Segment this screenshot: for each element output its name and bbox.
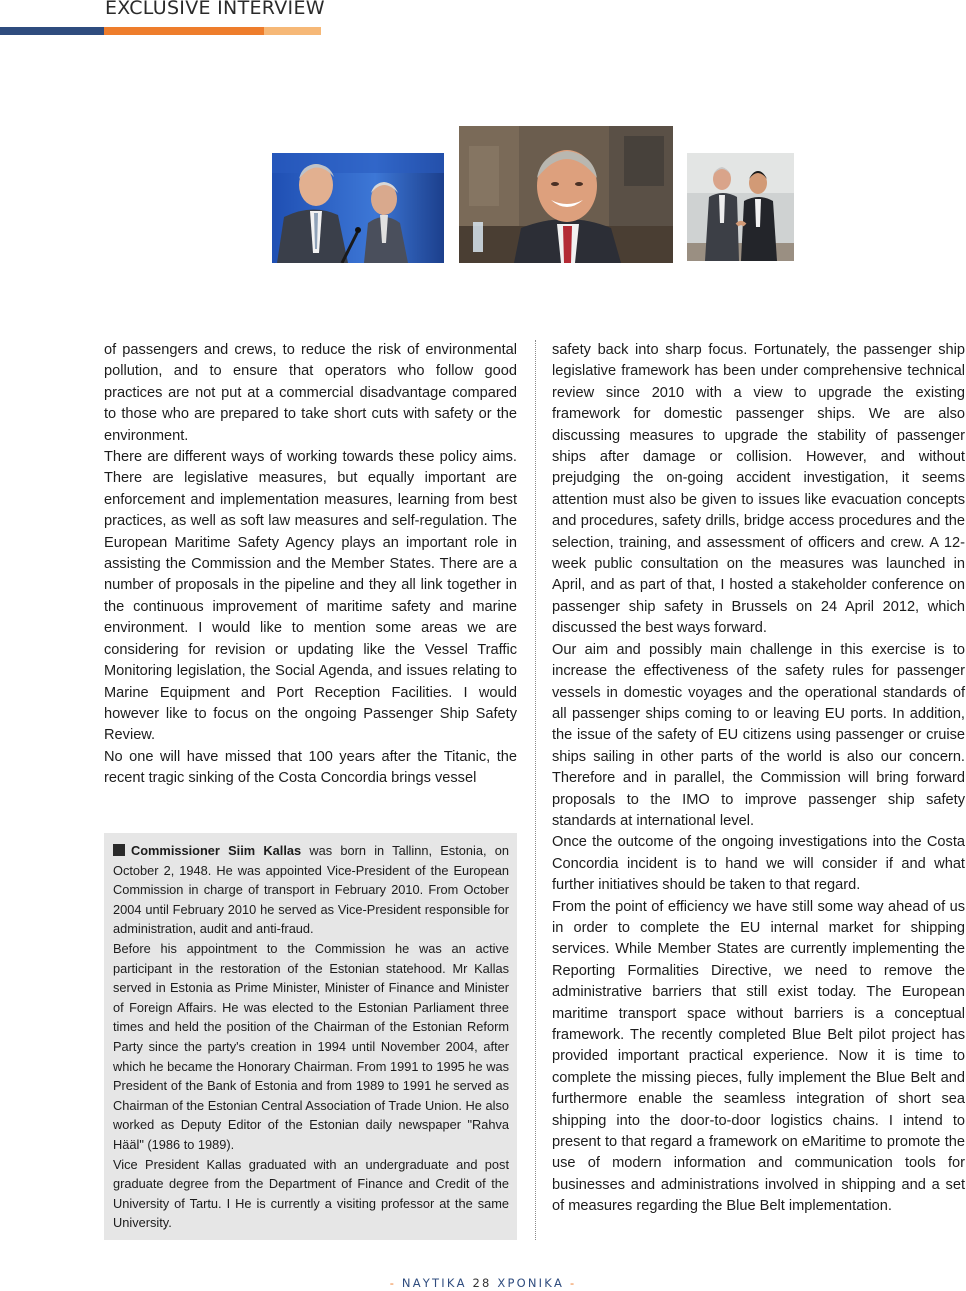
article-paragraph: From the point of efficiency we have still some way ahead of us in order to complete the EU internal market for shipping services. While Member States are currently implementing the Reporting Formalities Directive, we need to remove the administrative barriers that still exist today. The European maritime transport space without barriers is a conceptual framework. The recently completed Blue Belt pilot project has provided important practical experience. Now it is time to complete the missing pieces, fully implement the Blue Belt and furthermore enable the seamless integration of short sea shipping into the door-to-door logistics chains. I intend to present to that regard a framework on eMaritime to promote the use of modern information and communication tools for businesses and administrations involved in shipping and a set of measures regarding the Blue Belt implementation.	[552, 898, 965, 1215]
section-title: EXCLUSIVE INTERVIEW	[105, 0, 325, 19]
column-divider	[535, 340, 536, 1240]
header-bar-light-orange	[264, 27, 321, 35]
page-footer	[0, 1276, 966, 1290]
biography-box	[104, 833, 517, 1240]
footer-word-right: ΧΡΟΝΙΚΑ	[497, 1276, 565, 1290]
header-bar-blue	[0, 27, 104, 35]
bio-intro-text: was born in Tallinn, Estonia, on October 2, 1948. He was appointed Vice-President of the European Commission in charge of transport in February 2010. From October 2004 until February 2010 he served as Vice-President responsible for administration, audit and anti-fraud.	[113, 843, 509, 937]
bio-paragraph: Vice President Kallas graduated with an undergraduate and post graduate degree from the Department of Finance and Credit of the University of Tartu. I He is currently a visiting professor at the same University.	[113, 1156, 509, 1231]
bio-intro	[113, 841, 509, 939]
article-paragraph: safety back into sharp focus. Fortunately, the passenger ship legislative framework has been under comprehensive technical review since 2010 with a view to upgrade the existing framework for domestic passenger ships. We are also discussing measures to upgrade the stability of passenger ships after damage or collision. However, and without prejudging the on-going accident investigation, it seems attention must also be given to issues like evacuation concepts and procedures, safety drills, bridge access procedures and the selection, training, and assessment of officers and crew. A 12-week public consultation on the measures was launched in April, and as part of that, I hosted a stakeholder conference on passenger ship safety in Brussels on 24 April 2012, which discussed the best ways forward.	[552, 342, 965, 637]
article-column-right	[552, 340, 965, 1218]
bullet-square-icon	[113, 844, 125, 856]
article-paragraph: No one will have missed that 100 years after the Titanic, the recent tragic sinking of the Costa Concordia brings vessel	[104, 748, 517, 787]
bio-paragraph: Before his appointment to the Commission he was an active participant in the restoration of the Estonian statehood. Mr Kallas served in Estonia as Prime Minister, Minister of Finance and Minister of Foreign Affairs. He was elected to the Estonian Parliament three times and held the position of the Chairman of the Estonian Reform Party since the party's creation in 1994 until November 2004, after which he became the Honorary Chairman. From 1991 to 1995 he was President of the Bank of Estonia and from 1989 to 1991 he served as Chairman of the Estonian Central Association of Trade Union. He also worked as Deputy Editor of the Estonian daily newspaper "Rahva Hääl" (1986 to 1989).	[113, 940, 509, 1152]
photo-commissioner-smiling	[459, 126, 673, 263]
article-paragraph: Our aim and possibly main challenge in this exercise is to increase the effectiveness of the safety rules for passenger vessels in domestic voyages and the operational standards of all passenger ships coming to or leaving EU ports. In addition, the issue of the safety of EU citizens using passenger or cruise ships sailing in other parts of the world is also our concern. Therefore and in parallel, the Commission will bring forward proposals to the IMO to improve passenger ship safety standards at international level.	[552, 641, 965, 829]
photo-panel-discussion	[272, 153, 444, 263]
header-bar-orange	[104, 27, 264, 35]
bio-name: Commissioner Siim Kallas	[131, 843, 302, 858]
article-column-left	[104, 340, 517, 790]
page-number: 28	[472, 1276, 492, 1290]
footer-dash: -	[389, 1276, 397, 1290]
article-paragraph: There are different ways of working towards these policy aims. There are legislative measures, but equally important are enforcement and implementation measures, learning from best practices, as well as soft law measures and self-regulation. The European Maritime Safety Agency plays an important role in assisting the Commission and the Member States. There are a number of proposals in the pipeline and they all link together in the continuous improvement of maritime safety and marine environment. I would like to mention some areas we are considering for revision or updating like the Vessel Traffic Monitoring legislation, the Social Agenda, and issues relating to Marine Equipment and Port Reception Facilities. I would however like to focus on the ongoing Passenger Ship Safety Review.	[104, 449, 517, 744]
article-paragraph: of passengers and crews, to reduce the risk of environmental pollution, and to ensure that operators who follow good practices are not put at a commercial disadvantage compared to those who are prepared to take short cuts with safety or the environment.	[104, 342, 517, 444]
footer-dash: -	[569, 1276, 577, 1290]
article-paragraph: Once the outcome of the ongoing investigations into the Costa Concordia incident is to hand we will consider if and what further initiatives should be taken to that regard.	[552, 834, 965, 894]
footer-word-left: ΝΑΥΤΙΚΑ	[401, 1276, 467, 1290]
photo-handshake-meeting	[687, 153, 794, 261]
